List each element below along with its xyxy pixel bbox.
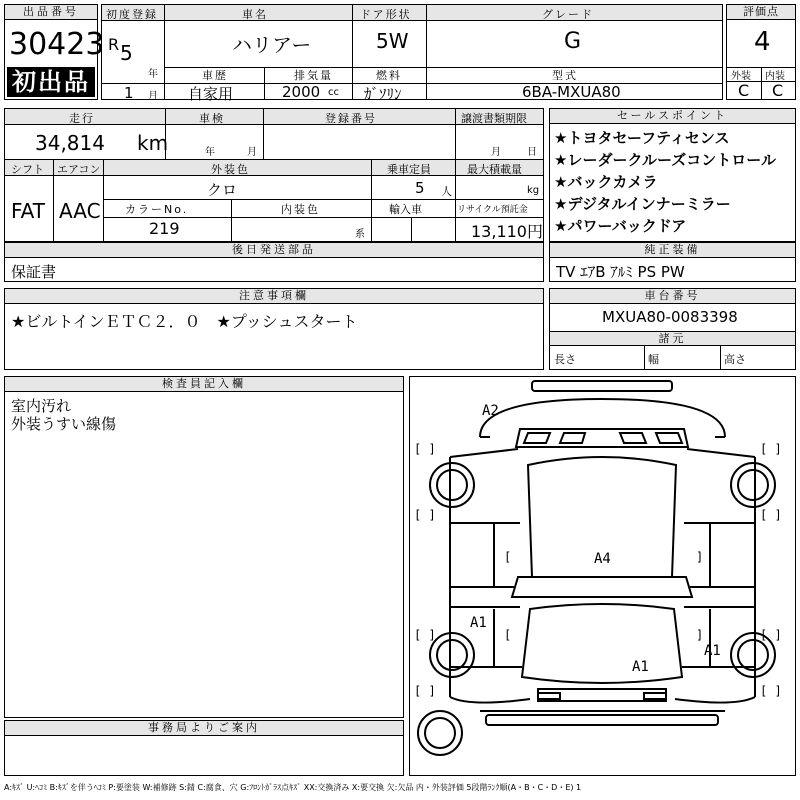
sales-point-item: ★レーダークルーズコントロール: [554, 151, 776, 169]
color-no-label: カラーNo.: [125, 203, 189, 216]
damage-mark-a2: A2: [482, 403, 499, 419]
ext-color: クロ: [207, 181, 238, 199]
later-parts-box: [4, 242, 544, 282]
svg-text:[ ]: [ ]: [414, 684, 436, 698]
ac-label: エアコン: [57, 163, 101, 176]
lot-number-label: 出品番号: [5, 5, 97, 20]
notes-title: 注意事項欄: [5, 289, 543, 304]
sales-points-box: [549, 108, 796, 242]
svg-text:[ ]: [ ]: [760, 508, 782, 522]
ext-color-label: 外装色: [211, 163, 250, 176]
chassis-title: 車台番号: [550, 289, 795, 304]
sales-point-item: ★トヨタセーフティセンス: [554, 129, 730, 147]
svg-text:]: ]: [696, 550, 704, 564]
vehicle-info-table: [101, 4, 723, 103]
inspection-month-unit: 月: [247, 147, 257, 158]
fuel-type: ｶﾞｿﾘﾝ: [364, 85, 402, 103]
genuine-equipment-value: TV ｴｱB ｱﾙﾐ PS PW: [556, 263, 685, 281]
sales-point-item: ★デジタルインナーミラー: [554, 195, 731, 213]
recycle-label: リサイクル預託金: [457, 205, 528, 215]
inspector-line-2: 外装うすい線傷: [11, 415, 117, 433]
first-listing-badge: 初出品: [7, 67, 95, 97]
height-label: 高さ: [724, 353, 746, 366]
svg-text:[: [: [504, 628, 512, 642]
inspection-year-unit: 年: [205, 147, 215, 158]
office-title: 事務局よりご案内: [5, 721, 403, 736]
grade-label: グレード: [542, 8, 594, 21]
int-color-label: 内装色: [281, 203, 320, 216]
door-type: 5W: [376, 29, 409, 53]
damage-mark-a1-right: A1: [704, 643, 721, 659]
inspector-box: [4, 376, 404, 718]
ext-grade-label: 外装: [731, 71, 751, 82]
mileage-label: 走行: [69, 112, 95, 125]
svg-text:[ ]: [ ]: [414, 508, 436, 522]
door-label: ドア形状: [360, 8, 412, 21]
svg-text:]: ]: [696, 628, 704, 642]
reg-no-label: 登録番号: [325, 112, 377, 125]
name-label: 車名: [242, 8, 268, 21]
length-label: 長さ: [554, 353, 576, 366]
reg-year-unit: 年: [148, 69, 158, 80]
int-grade: C: [772, 81, 784, 100]
svg-text:[ ]: [ ]: [760, 628, 782, 642]
later-parts-value: 保証書: [11, 263, 57, 281]
width-label: 幅: [648, 353, 659, 366]
svg-text:[ ]: [ ]: [414, 442, 436, 456]
office-box: [4, 720, 404, 776]
damage-mark-a1-rear: A1: [632, 659, 649, 675]
lot-number-box: [4, 4, 105, 100]
notes-box: [4, 288, 544, 370]
transfer-day-unit: 日: [527, 147, 537, 158]
model-code: 6BA-MXUA80: [522, 83, 621, 101]
grade: G: [564, 29, 582, 54]
svg-text:[ ]: [ ]: [760, 684, 782, 698]
car-name: ハリアー: [232, 33, 312, 57]
damage-mark-a1-left: A1: [470, 615, 487, 631]
inspection-label: 車検: [199, 112, 225, 125]
genuine-equipment-title: 純正装備: [550, 243, 795, 258]
inspector-title: 検査員記入欄: [5, 377, 403, 392]
model-label: 型式: [552, 69, 578, 82]
shift: FAT: [11, 199, 46, 223]
displacement: 2000: [282, 83, 321, 101]
svg-text:[ ]: [ ]: [414, 628, 436, 642]
sales-points-title: セールスポイント: [550, 109, 795, 124]
first-reg-label: 初度登録: [106, 8, 158, 21]
transfer-month-unit: 月: [491, 147, 501, 158]
sales-point-item: ★パワーバックドア: [554, 217, 687, 235]
specs-table: [4, 108, 544, 242]
shift-label: シフト: [11, 163, 44, 176]
capacity-unit: 人: [441, 185, 452, 198]
displacement-label: 排気量: [294, 69, 333, 82]
max-load-unit: kg: [527, 185, 540, 196]
overall-score: 4: [754, 27, 771, 57]
mileage-unit: km: [137, 131, 169, 155]
color-number: 219: [149, 219, 180, 238]
capacity: 5: [415, 179, 425, 197]
fuel-label: 燃料: [376, 69, 402, 82]
sales-points-list: [554, 127, 776, 237]
inspector-line-1: 室内汚れ: [11, 397, 72, 415]
history-label: 車歴: [202, 69, 228, 82]
chassis-box: [549, 288, 796, 370]
air-conditioner: AAC: [59, 199, 101, 223]
car-outline-diagram: [410, 377, 795, 775]
notes-value: ★ビルトインＥＴＣ２．０ ★プッシュスタート: [11, 312, 358, 331]
damage-diagram: [409, 376, 796, 776]
chassis-number: MXUA80-0083398: [602, 308, 738, 326]
damage-mark-a4: A4: [594, 551, 611, 567]
score-label: 評価点: [727, 5, 795, 20]
later-parts-title: 後日発送部品: [5, 243, 543, 258]
reg-month-unit: 月: [148, 91, 158, 102]
displacement-unit: cc: [328, 87, 339, 98]
transfer-label: 譲渡書類期限: [461, 112, 527, 125]
genuine-equipment-box: [549, 242, 796, 282]
vehicle-history: 自家用: [188, 85, 234, 103]
capacity-label: 乗車定員: [387, 163, 431, 176]
ext-grade: C: [738, 81, 750, 100]
import-label: 輸入車: [389, 203, 422, 216]
lot-number: 30423: [9, 27, 105, 62]
sales-point-item: ★バックカメラ: [554, 173, 658, 191]
reg-month: 1: [124, 84, 134, 102]
score-box: [726, 4, 796, 100]
reg-year: 5: [120, 41, 133, 65]
int-color-unit: 系: [355, 229, 365, 240]
dims-title: 諸元: [550, 332, 795, 346]
recycle-fee: 13,110円: [471, 222, 543, 241]
era-letter: R: [108, 35, 120, 54]
svg-text:[: [: [504, 550, 512, 564]
max-load-label: 最大積載量: [467, 163, 522, 176]
svg-text:[ ]: [ ]: [760, 442, 782, 456]
mileage: 34,814: [35, 131, 105, 155]
int-grade-label: 内装: [765, 71, 785, 82]
legend-text: A:ｷｽﾞ U:ﾍｺﾐ B:ｷｽﾞを伴うﾍｺﾐ P:要塗装 W:補修跡 S:錆 C:腐食、穴 G:ﾌﾛﾝﾄｶﾞﾗｽ点ｷｽﾞ XX:交換済み X:要交換 欠:欠品 内・外装評価 5段階ﾗﾝｸ順(A・B・C・D・E) 1: [4, 783, 582, 792]
